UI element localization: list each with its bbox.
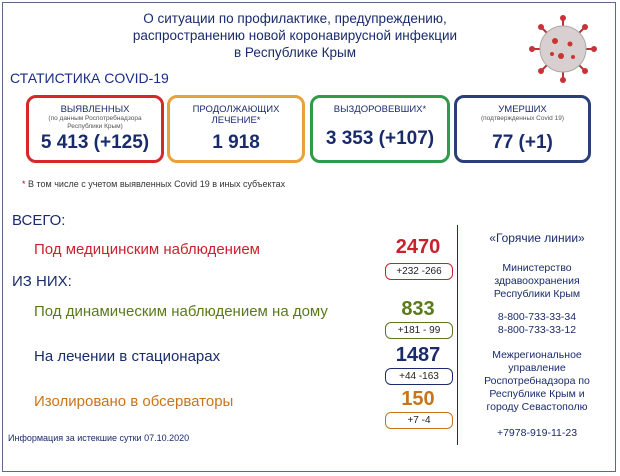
row-value-hospital: 1487 bbox=[395, 344, 441, 366]
hotline-text: городу Севастополю bbox=[486, 401, 588, 413]
card-value: 5 413 (+125) bbox=[40, 132, 150, 153]
hotline-phone[interactable]: 8-800-733-33-34 bbox=[497, 311, 577, 323]
hotline-phone[interactable]: 8-800-733-33-12 bbox=[497, 324, 577, 336]
card-label: УМЕРШИХ bbox=[498, 104, 547, 115]
hotline-text: Республики Крым bbox=[493, 288, 581, 300]
card-value: 3 353 (+107) bbox=[325, 128, 435, 149]
card-value: 77 (+1) bbox=[492, 132, 553, 153]
row-delta-home-observation: +181 - 99 bbox=[385, 322, 453, 339]
hotlines-ministry bbox=[472, 262, 602, 301]
row-delta-medical-observation: +232 -266 bbox=[385, 263, 453, 280]
footnote-star: * bbox=[22, 179, 26, 189]
card-recovered bbox=[310, 95, 450, 163]
footer-date: Информация за истекшие сутки 07.10.2020 bbox=[8, 433, 190, 443]
footnote-text: В том числе с учетом выявленных Covid 19 в иных субъектах bbox=[25, 179, 286, 189]
hotline-text: управление bbox=[508, 362, 566, 374]
total-heading: ВСЕГО: bbox=[12, 212, 66, 229]
card-detected bbox=[26, 95, 164, 163]
title-line: распространению новой коронавирусной инфекции bbox=[132, 28, 458, 43]
page-title bbox=[120, 10, 470, 61]
hotline-text: здравоохранения bbox=[494, 275, 580, 287]
row-delta-observatory: +7 -4 bbox=[385, 412, 453, 429]
hotline-phone[interactable]: +7978-919-11-23 bbox=[496, 427, 578, 439]
row-value-home-observation: 833 bbox=[401, 298, 435, 320]
title-line: О ситуации по профилактике, предупреждению, bbox=[143, 11, 447, 26]
card-deceased bbox=[454, 95, 591, 163]
card-value: 1 918 bbox=[212, 132, 260, 153]
row-delta-hospital: +44 -163 bbox=[385, 368, 453, 385]
row-value-observatory: 150 bbox=[401, 388, 435, 410]
footnote bbox=[22, 179, 285, 189]
hotline-text: Министерство bbox=[502, 262, 572, 274]
title-line: в Республике Крым bbox=[233, 45, 357, 60]
card-sublabel: (подтвержденных Covid 19) bbox=[480, 115, 565, 122]
hotlines-rpn bbox=[472, 349, 602, 414]
statistics-heading: СТАТИСТИКА COVID-19 bbox=[10, 70, 169, 86]
card-label: ВЫЗДОРОВЕВШИХ* bbox=[333, 104, 427, 115]
divider bbox=[457, 225, 458, 445]
row-label-home-observation: Под динамическим наблюдением на дому bbox=[34, 303, 328, 320]
card-label: ПРОДОЛЖАЮЩИХ ЛЕЧЕНИЕ* bbox=[192, 104, 280, 126]
hotlines-ministry-phones bbox=[472, 311, 602, 337]
card-label: ВЫЯВЛЕННЫХ bbox=[60, 104, 130, 115]
card-sublabel: (по данным Роспотребнадзора Республики Крым) bbox=[48, 115, 142, 130]
row-value-medical-observation: 2470 bbox=[395, 236, 441, 258]
of-them-heading: ИЗ НИХ: bbox=[12, 273, 72, 290]
hotline-text: Межрегиональное bbox=[492, 349, 582, 361]
coronavirus-icon bbox=[528, 14, 598, 84]
hotlines-title: «Горячие линии» bbox=[489, 231, 585, 245]
card-in-treatment bbox=[167, 95, 305, 163]
row-label-medical-observation: Под медицинским наблюдением bbox=[34, 241, 260, 258]
hotline-text: Роспотребнадзора по bbox=[484, 375, 590, 387]
row-label-observatory: Изолировано в обсерваторы bbox=[34, 393, 234, 410]
row-label-hospital: На лечении в стационарах bbox=[34, 348, 221, 365]
hotline-text: Республике Крым и bbox=[489, 388, 585, 400]
